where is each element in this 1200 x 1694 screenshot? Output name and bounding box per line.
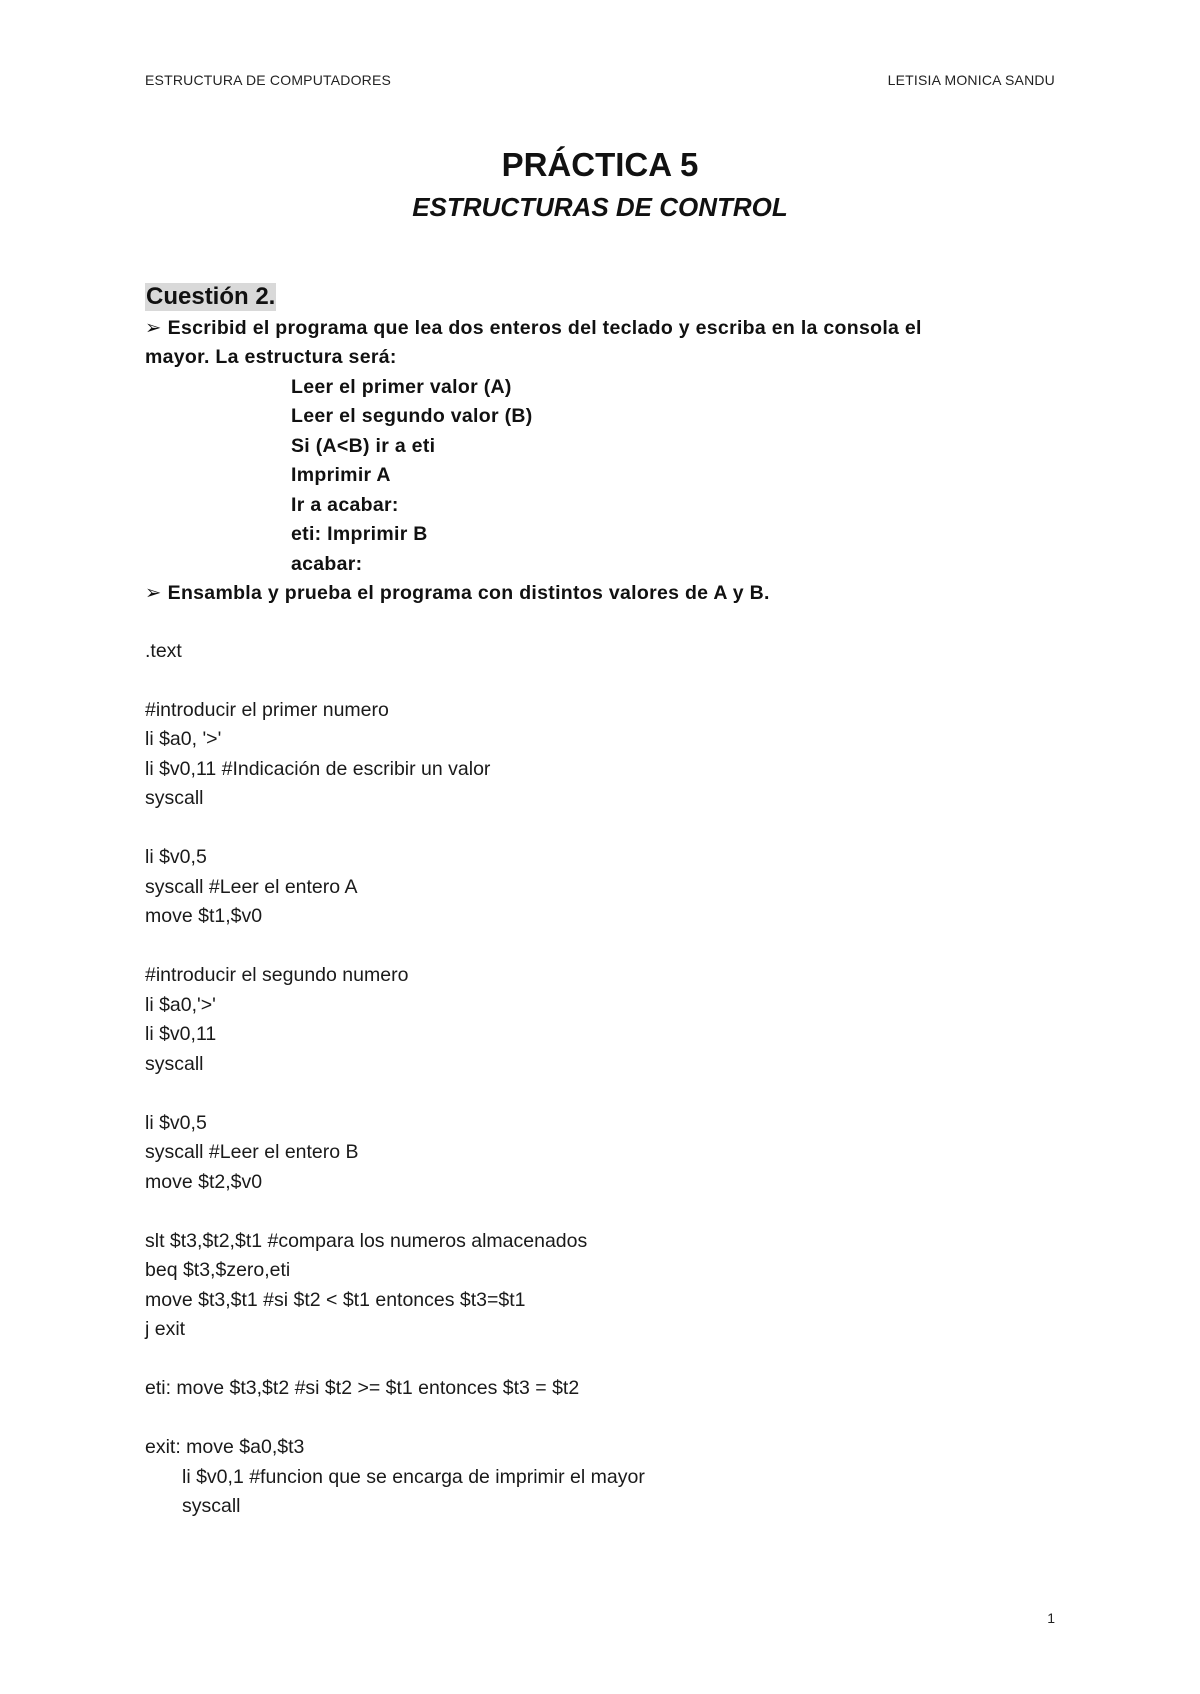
bullet-instruction-1 bbox=[145, 314, 1045, 344]
code-line: #introducir el primer numero bbox=[145, 698, 389, 721]
code-line: syscall #Leer el entero A bbox=[145, 875, 358, 898]
instruction-text-2: Ensambla y prueba el programa con distintos valores de A y B. bbox=[167, 582, 770, 604]
assembly-code-block bbox=[145, 637, 1045, 1522]
structure-step: acabar: bbox=[291, 552, 363, 575]
main-content bbox=[145, 283, 1045, 1522]
code-line: #introducir el segundo numero bbox=[145, 964, 409, 986]
bullet-instruction-2 bbox=[145, 579, 1045, 609]
code-line: syscall bbox=[145, 1052, 204, 1075]
code-line: .text bbox=[145, 639, 182, 662]
code-line: eti: move $t3,$t2 #si $t2 >= $t1 entonces $t3 = $t2 bbox=[145, 1377, 580, 1399]
structure-step: Leer el primer valor (A) bbox=[291, 375, 512, 398]
structure-step: Leer el segundo valor (B) bbox=[291, 405, 533, 427]
code-line: syscall bbox=[182, 1495, 241, 1517]
code-line: li $v0,5 bbox=[145, 1111, 207, 1134]
arrow-bullet-icon: ➢ bbox=[145, 316, 162, 339]
code-line bbox=[145, 1404, 1045, 1434]
code-line: move $t2,$v0 bbox=[145, 1170, 263, 1193]
code-line bbox=[145, 932, 1045, 962]
structure-step: Si (A<B) ir a eti bbox=[291, 434, 436, 457]
code-line: move $t3,$t1 #si $t2 < $t1 entonces $t3=$t1 bbox=[145, 1288, 526, 1311]
code-line bbox=[145, 1197, 1045, 1227]
structure-step: eti: Imprimir B bbox=[291, 523, 428, 545]
code-line: li $v0,5 bbox=[145, 846, 207, 868]
page-subtitle: ESTRUCTURAS DE CONTROL bbox=[412, 192, 788, 222]
structure-steps bbox=[145, 373, 1045, 580]
code-line: li $v0,11 bbox=[145, 1023, 217, 1045]
code-line: li $v0,11 #Indicación de escribir un valor bbox=[145, 757, 491, 780]
code-line: move $t1,$v0 bbox=[145, 905, 263, 927]
code-line: exit: move $a0,$t3 bbox=[145, 1436, 305, 1458]
header-course: ESTRUCTURA DE COMPUTADORES bbox=[145, 72, 392, 88]
code-line: slt $t3,$t2,$t1 #compara los numeros almacenados bbox=[145, 1229, 588, 1252]
code-line bbox=[145, 1079, 1045, 1109]
page-title: PRÁCTICA 5 bbox=[501, 146, 699, 183]
code-line: syscall bbox=[145, 787, 204, 809]
page-number: 1 bbox=[1047, 1610, 1055, 1626]
code-line: li $v0,1 #funcion que se encarga de imprimir el mayor bbox=[182, 1465, 645, 1488]
code-line bbox=[145, 814, 1045, 844]
code-line bbox=[145, 1345, 1045, 1375]
code-line: j exit bbox=[145, 1318, 186, 1340]
code-line: li $a0, '>' bbox=[145, 728, 222, 750]
instruction-text-1: Escribid el programa que lea dos enteros del teclado y escriba en la consola el bbox=[167, 316, 922, 339]
structure-step: Imprimir A bbox=[291, 464, 391, 486]
arrow-bullet-icon: ➢ bbox=[145, 582, 162, 604]
code-line: li $a0,'>' bbox=[145, 993, 216, 1016]
structure-step: Ir a acabar: bbox=[291, 493, 399, 516]
instruction-text-1-cont: mayor. La estructura será: bbox=[145, 346, 397, 368]
code-line bbox=[145, 666, 1045, 696]
code-line: syscall #Leer el entero B bbox=[145, 1141, 359, 1163]
header-author: LETISIA MONICA SANDU bbox=[887, 72, 1055, 88]
code-line: beq $t3,$zero,eti bbox=[145, 1259, 291, 1281]
question-heading: Cuestión 2. bbox=[146, 283, 276, 310]
